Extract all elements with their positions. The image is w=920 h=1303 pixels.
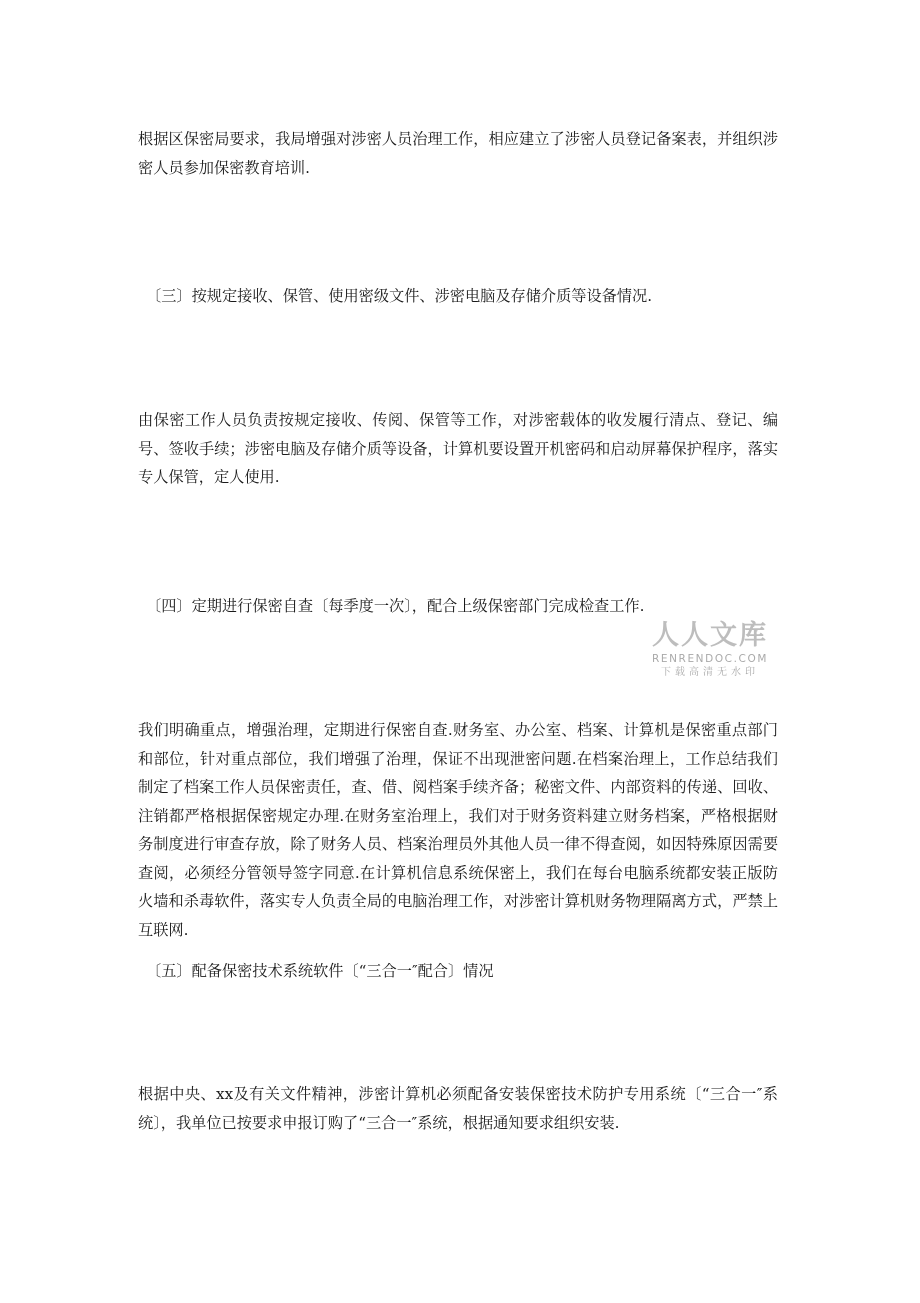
watermark-logo [630, 620, 790, 680]
paragraph-self-inspection: 我们明确重点，增强治理，定期进行保密自查.财务室、办公室、档案、计算机是保密重点部门和部位，针对重点部位，我们增强了治理，保证不出现泄密问题.在档案治理上，工作总结我们制定了档案工作人员保密责任，查、借、阅档案手续齐备；秘密文件、内部资料的传递、回收、注销都严格根据保密规定办理.在财务室治理上，我们对于财务资料建立财务档案，严格根据财务制度进行审查存放，除了财务人员、档案治理员外其他人员一律不得查阅，如因特殊原因需要查阅，必须经分管领导签字同意.在计算机信息系统保密上，我们在每台电脑系统都安装正版防火墙和杀毒软件，落实专人负责全局的电脑治理工作，对涉密计算机财务物理隔离方式，严禁上互联网. [138, 721, 778, 939]
section-heading-5: 〔五〕配备保密技术系统软件〔“三合一″配合〕情况 [146, 962, 494, 980]
section-heading-4: 〔四〕定期进行保密自查〔每季度一次〕，配合上级保密部门完成检查工作. [146, 597, 645, 615]
watermark-sub-text: 下载高清无水印 [661, 667, 759, 678]
section-heading-3: 〔三〕按规定接收、保管、使用密级文件、涉密电脑及存储介质等设备情况. [146, 287, 653, 305]
paragraph-three-in-one-system: 根据中央、xx及有关文件精神，涉密计算机必须配备安装保密技术防护专用系统〔“三合一″系统〕，我单位已按要求申报订购了“三合一″系统，根据通知要求组织安装. [138, 1085, 778, 1132]
watermark-domain-text: RENRENDOC.COM [651, 653, 769, 665]
paragraph-document-handling: 由保密工作人员负责按规定接收、传阅、保管等工作，对涉密载体的收发履行清点、登记、编号、签收手续；涉密电脑及存储介质等设备，计算机要设置开机密码和启动屏幕保护程序，落实专人保管，定人使用. [138, 411, 778, 486]
paragraph-personnel-management: 根据区保密局要求，我局增强对涉密人员治理工作，相应建立了涉密人员登记备案表，并组织涉密人员参加保密教育培训. [138, 130, 778, 177]
watermark-main-text: 人人文库 [652, 620, 768, 651]
